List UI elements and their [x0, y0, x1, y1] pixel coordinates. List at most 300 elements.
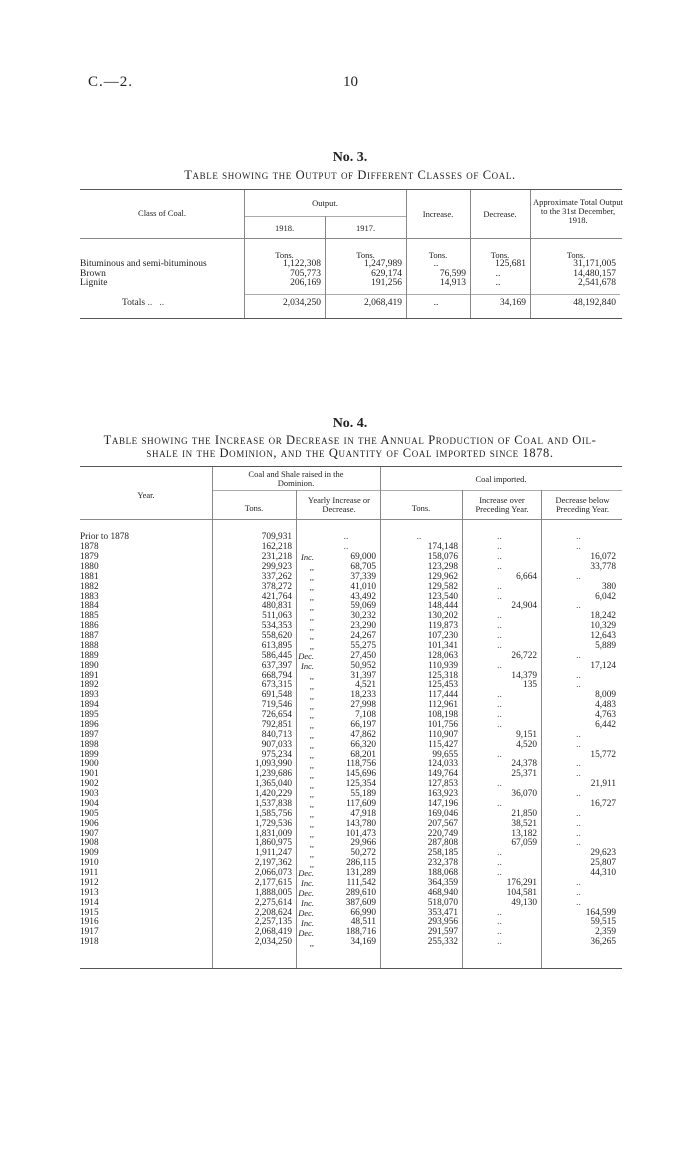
- t4-cell-year: 1879: [80, 552, 99, 563]
- t4-cell-year: 1878: [80, 542, 99, 553]
- table3-totals: [80, 299, 620, 309]
- t3-totals-1917: 2,068,419: [364, 298, 402, 308]
- t4-cell-tons: 1,888,005: [254, 887, 292, 898]
- t4-cell-imported: 129,582: [427, 581, 458, 592]
- t4-cell-tons: 534,353: [261, 621, 292, 632]
- t4-cell-tons: 558,620: [261, 631, 292, 642]
- t4-cell-year: 1914: [80, 897, 99, 908]
- t4-cell-mark: Inc.: [301, 917, 314, 928]
- t4-header-tons1: Tons.: [244, 503, 264, 513]
- t4-cell-dec-prev: ..: [576, 877, 581, 888]
- t4-cell-imported: 110,907: [428, 729, 458, 740]
- t4-cell-year: 1903: [80, 789, 99, 800]
- t3-cell-1918: 705,773: [290, 268, 321, 279]
- t4-cell-year: 1900: [80, 759, 99, 770]
- t4-cell-mark: Dec.: [298, 888, 314, 899]
- t4-cell-imported: 232,378: [427, 858, 458, 869]
- t4-cell-imported: 291,597: [427, 927, 458, 938]
- t4-cell-change: 18,233: [350, 690, 376, 701]
- t4-cell-imported: 117,444: [428, 690, 458, 701]
- t4-cell-mark: ,,: [309, 710, 314, 721]
- t4-cell-inc-prev: 135: [523, 680, 537, 691]
- t4-cell-change: ..: [343, 542, 349, 553]
- t4-cell-inc-prev: 4,520: [516, 739, 537, 750]
- t3-class-label: Brown: [80, 268, 106, 279]
- t4-cell-year: 1888: [80, 640, 99, 651]
- t4-cell-inc-prev: 21,850: [511, 808, 537, 819]
- table4-title-line2: shale in the Dominion, and the Quantity of Coal imported since 1878.: [146, 446, 554, 460]
- t4-cell-mark: Dec.: [298, 927, 314, 938]
- t4-cell-dec-prev: 164,599: [585, 907, 616, 918]
- t4-cell-change: 47,862: [350, 729, 376, 740]
- t4-cell-imported: 115,427: [428, 739, 458, 750]
- t4-cell-change: 23,290: [350, 621, 376, 632]
- t4-cell-dec-prev: ..: [576, 828, 581, 839]
- t4-cell-change: 143,780: [345, 818, 376, 829]
- t4-cell-imported: 124,033: [427, 759, 458, 770]
- t4-cell-mark: Inc.: [301, 898, 314, 909]
- t4-cell-mark: Dec.: [298, 907, 314, 918]
- t4-cell-inc-prev: ..: [497, 779, 502, 790]
- t4-cell-tons: 1,365,040: [254, 779, 292, 790]
- t3-header-class: Class of Coal.: [138, 208, 186, 218]
- t4-cell-change: 117,609: [346, 798, 376, 809]
- t4-cell-tons: 2,257,135: [254, 917, 292, 928]
- t4-cell-change: 24,267: [350, 631, 376, 642]
- t4-cell-tons: 726,654: [261, 710, 292, 721]
- t4-cell-inc-prev: ..: [497, 927, 502, 938]
- t4-row: [80, 582, 620, 592]
- t4-cell-change: 125,354: [345, 779, 376, 790]
- t4-cell-change: 31,397: [350, 670, 376, 681]
- t4-cell-year: 1905: [80, 808, 99, 819]
- t4-cell-change: 50,952: [350, 660, 376, 671]
- t4-cell-imported: 163,923: [427, 789, 458, 800]
- t4-cell-dec-prev: 18,242: [590, 611, 616, 622]
- t4-cell-inc-prev: ..: [497, 907, 502, 918]
- t4-cell-inc-prev: ..: [497, 937, 502, 948]
- t3-cell-decrease: 125,681: [495, 259, 526, 269]
- t3-cell-increase: 14,913: [439, 278, 466, 288]
- t4-cell-year: 1896: [80, 719, 99, 730]
- t4-cell-mark: ,,: [309, 611, 314, 622]
- t3-header-approx: Approximate Total Output to the 31st December, 1918.: [533, 197, 623, 225]
- t4-cell-dec-prev: ..: [576, 571, 581, 582]
- t4-cell-tons: 1,729,536: [254, 818, 292, 829]
- t4-cell-imported: 149,764: [427, 769, 458, 780]
- t3-cell-1917: 629,174: [371, 268, 402, 279]
- t4-cell-change: 68,705: [350, 561, 376, 572]
- t3-unit: Tons.: [490, 250, 510, 260]
- t4-cell-dec-prev: 16,072: [590, 552, 616, 563]
- t4-cell-mark: ,,: [309, 848, 314, 859]
- t4-row: [80, 810, 620, 820]
- t4-cell-mark: ,,: [309, 759, 314, 770]
- t4-row: [80, 731, 620, 741]
- t4-cell-dec-prev: ..: [576, 838, 581, 849]
- t4-cell-dec-prev: ..: [576, 789, 581, 800]
- t4-cell-tons: 1,860,975: [254, 838, 292, 849]
- t4-cell-mark: ,,: [309, 937, 314, 948]
- t4-cell-imported: 128,063: [427, 650, 458, 661]
- t4-cell-year: 1890: [80, 660, 99, 671]
- t3-header-1917: 1917.: [355, 223, 376, 233]
- t4-header-yearly: Yearly Increase or Decrease.: [308, 495, 370, 514]
- t4-cell-mark: ,,: [309, 740, 314, 751]
- t4-cell-inc-prev: 36,070: [511, 789, 537, 800]
- t4-cell-change: 145,696: [345, 769, 376, 780]
- t4-cell-change: 34,169: [350, 937, 376, 948]
- t4-cell-change: 27,450: [350, 650, 376, 661]
- t4-cell-year: 1885: [80, 611, 99, 622]
- t4-cell-imported: 174,148: [427, 542, 458, 553]
- t3-cell-increase: ..: [433, 259, 439, 269]
- t4-cell-change: 29,966: [350, 838, 376, 849]
- t4-cell-inc-prev: ..: [497, 591, 502, 602]
- t4-cell-imported: 101,756: [427, 719, 458, 730]
- t4-cell-year: 1904: [80, 798, 99, 809]
- t4-cell-year: 1884: [80, 601, 99, 612]
- t4-cell-mark: ,,: [309, 789, 314, 800]
- t4-cell-dec-prev: ..: [576, 729, 581, 740]
- t4-cell-tons: 840,713: [261, 729, 292, 740]
- t4-cell-change: 69,000: [350, 552, 376, 563]
- t4-cell-change: 48,511: [350, 917, 376, 928]
- t4-cell-inc-prev: 38,521: [511, 818, 537, 829]
- t3-cell-total: 14,480,157: [573, 268, 616, 279]
- t4-cell-imported: 129,962: [427, 571, 458, 582]
- t3-header-increase: Increase.: [422, 209, 454, 219]
- t4-cell-dec-prev: 33,778: [590, 561, 616, 572]
- t4-cell-imported: 220,749: [427, 828, 458, 839]
- t4-cell-change: 55,189: [350, 789, 376, 800]
- t4-cell-change: 50,272: [350, 848, 376, 859]
- t3-cell-decrease: ..: [495, 278, 501, 288]
- t4-cell-tons: 1,093,990: [254, 759, 292, 770]
- t4-cell-mark: ,,: [309, 838, 314, 849]
- t4-row: [80, 898, 620, 908]
- t4-cell-mark: ,,: [309, 641, 314, 652]
- t4-cell-change: 59,069: [350, 601, 376, 612]
- t4-cell-dec-prev: 25,807: [590, 858, 616, 869]
- t4-cell-dec-prev: 15,772: [590, 749, 616, 760]
- t4-cell-tons: 2,034,250: [254, 937, 292, 948]
- t4-cell-year: 1898: [80, 739, 99, 750]
- t4-cell-change: 68,201: [350, 749, 376, 760]
- t3-cell-total: 2,541,678: [578, 278, 616, 288]
- t4-cell-year: 1883: [80, 591, 99, 602]
- t4-cell-dec-prev: 8,009: [595, 690, 616, 701]
- t4-cell-change: 66,320: [350, 739, 376, 750]
- t4-row: [80, 701, 620, 711]
- t4-cell-imported: 258,185: [427, 848, 458, 859]
- t4-cell-mark: Inc.: [301, 661, 314, 672]
- t4-cell-change: 43,492: [350, 591, 376, 602]
- t4-cell-mark: ,,: [309, 819, 314, 830]
- t4-cell-mark: ,,: [309, 730, 314, 741]
- t4-cell-change: 289,610: [345, 887, 376, 898]
- t4-cell-inc-prev: ..: [497, 749, 502, 760]
- table3-number: No. 3.: [332, 150, 368, 165]
- t4-cell-inc-prev: ..: [497, 798, 502, 809]
- t4-cell-tons: 2,197,362: [254, 858, 292, 869]
- t4-cell-change: 27,998: [350, 700, 376, 711]
- t4-cell-year: 1893: [80, 690, 99, 701]
- t4-cell-tons: 2,275,614: [254, 897, 292, 908]
- t3-totals-inc: ..: [433, 298, 439, 308]
- t3-unit: Tons.: [428, 250, 448, 260]
- t4-cell-imported: 130,202: [427, 611, 458, 622]
- t4-header-group2: Coal imported.: [475, 474, 527, 484]
- t3-class-label: Bituminous and semi-bituminous: [80, 259, 207, 269]
- t4-cell-imported: 125,453: [427, 680, 458, 691]
- t4-cell-year: 1906: [80, 818, 99, 829]
- t4-cell-inc-prev: ..: [497, 581, 502, 592]
- t4-cell-year: 1910: [80, 858, 99, 869]
- t4-cell-tons: 1,911,247: [255, 848, 292, 859]
- t4-cell-tons: 2,208,624: [254, 907, 292, 918]
- t4-cell-dec-prev: ..: [576, 542, 581, 553]
- t3-cell-1917: 191,256: [371, 278, 402, 288]
- t4-cell-imported: 188,068: [427, 868, 458, 879]
- t4-cell-mark: ,,: [309, 670, 314, 681]
- t3-totals-total: 48,192,840: [573, 298, 616, 308]
- t4-cell-year: 1908: [80, 838, 99, 849]
- t4-row: [80, 889, 620, 899]
- t4-cell-mark: ,,: [309, 858, 314, 869]
- t4-cell-change: 66,197: [350, 719, 376, 730]
- t4-cell-change: 55,275: [350, 640, 376, 651]
- t3-cell-1917: 1,247,989: [364, 259, 402, 269]
- t4-cell-dec-prev: ..: [576, 670, 581, 681]
- t4-cell-mark: Dec.: [298, 651, 314, 662]
- t4-cell-dec-prev: ..: [576, 601, 581, 612]
- t4-cell-dec-prev: ..: [576, 680, 581, 691]
- t4-header-dec-prev: Decrease below Preceding Year.: [555, 495, 610, 514]
- t4-cell-change: 47,918: [350, 808, 376, 819]
- t4-cell-change: ..: [343, 532, 349, 543]
- t4-header-group1: Coal and Shale raised in the Dominion.: [248, 469, 344, 488]
- t4-cell-tons: 709,931: [261, 532, 292, 543]
- t4-cell-imported: 255,332: [427, 937, 458, 948]
- t4-cell-year: 1887: [80, 631, 99, 642]
- t3-cell-decrease: ..: [495, 268, 501, 279]
- t4-cell-mark: ,,: [309, 769, 314, 780]
- t4-cell-inc-prev: ..: [497, 660, 502, 671]
- t4-cell-year: 1899: [80, 749, 99, 760]
- t4-cell-dec-prev: ..: [576, 818, 581, 829]
- t4-cell-imported: 364,359: [427, 877, 458, 888]
- t4-cell-inc-prev: 14,379: [511, 670, 537, 681]
- t4-cell-dec-prev: 16,727: [590, 798, 616, 809]
- t4-cell-change: 131,289: [345, 868, 376, 879]
- t4-cell-year: 1907: [80, 828, 99, 839]
- t3-totals-dec: 34,169: [499, 298, 526, 308]
- t4-cell-change: 286,115: [346, 858, 376, 869]
- t4-cell-mark: ,,: [309, 749, 314, 760]
- t4-cell-dec-prev: 6,042: [595, 591, 616, 602]
- t4-cell-inc-prev: ..: [497, 710, 502, 721]
- t4-cell-imported: 148,444: [427, 601, 458, 612]
- t4-cell-year: 1912: [80, 877, 99, 888]
- t4-cell-tons: 480,831: [261, 601, 292, 612]
- t4-cell-year: 1917: [80, 927, 99, 938]
- t4-cell-dec-prev: 17,124: [590, 660, 616, 671]
- t4-cell-dec-prev: 29,623: [590, 848, 616, 859]
- t4-cell-inc-prev: ..: [497, 868, 502, 879]
- t4-row: [80, 740, 620, 750]
- t4-cell-tons: 907,033: [261, 739, 292, 750]
- t4-cell-dec-prev: ..: [576, 769, 581, 780]
- t4-cell-mark: ,,: [309, 572, 314, 583]
- t4-row: [80, 652, 620, 662]
- t4-cell-tons: 378,272: [261, 581, 292, 592]
- t4-cell-dec-prev: 12,643: [590, 631, 616, 642]
- t4-cell-imported: 125,318: [427, 670, 458, 681]
- t3-totals-1918: 2,034,250: [283, 298, 321, 308]
- t4-cell-inc-prev: ..: [497, 561, 502, 572]
- t4-cell-inc-prev: ..: [497, 700, 502, 711]
- t4-cell-imported: 127,853: [427, 779, 458, 790]
- t4-cell-mark: Dec.: [298, 868, 314, 879]
- t4-cell-imported: 169,046: [427, 808, 458, 819]
- t3-cell-increase: 76,599: [439, 268, 466, 279]
- t4-cell-imported: 468,940: [427, 887, 458, 898]
- t4-row: [80, 533, 620, 543]
- t4-cell-imported: 107,230: [427, 631, 458, 642]
- t4-row: [80, 573, 620, 583]
- t4-cell-inc-prev: ..: [497, 542, 502, 553]
- t4-cell-dec-prev: ..: [576, 808, 581, 819]
- t4-cell-inc-prev: ..: [497, 858, 502, 869]
- t4-cell-imported: 293,956: [427, 917, 458, 928]
- t4-cell-inc-prev: 176,291: [506, 877, 537, 888]
- t4-cell-mark: ,,: [309, 700, 314, 711]
- t4-cell-inc-prev: 13,182: [511, 828, 537, 839]
- t4-cell-inc-prev: ..: [497, 631, 502, 642]
- t4-cell-tons: 2,068,419: [254, 927, 292, 938]
- t4-cell-mark: [296, 533, 316, 543]
- t4-cell-imported: 353,471: [427, 907, 458, 918]
- t4-cell-inc-prev: ..: [497, 848, 502, 859]
- t3-cell-1918: 1,122,308: [283, 259, 321, 269]
- t4-cell-inc-prev: ..: [497, 532, 502, 543]
- t4-row: [80, 938, 620, 948]
- t4-cell-year: 1902: [80, 779, 99, 790]
- t4-cell-year: 1895: [80, 710, 99, 721]
- t4-cell-tons: 637,397: [261, 660, 292, 671]
- t4-cell-change: 188,716: [345, 927, 376, 938]
- t4-cell-tons: 613,895: [261, 640, 292, 651]
- t4-cell-inc-prev: ..: [497, 552, 502, 563]
- t4-cell-tons: 1,420,229: [254, 789, 292, 800]
- t4-cell-tons: 668,794: [261, 670, 292, 681]
- t4-cell-inc-prev: 49,130: [511, 897, 537, 908]
- t4-cell-imported: 147,196: [427, 798, 458, 809]
- t4-cell-year: 1911: [80, 868, 99, 879]
- t4-cell-mark: [296, 543, 316, 553]
- t4-cell-year: 1892: [80, 680, 99, 691]
- t3-header-decrease: Decrease.: [483, 209, 517, 219]
- t4-cell-year: Prior to 1878: [80, 532, 130, 543]
- t4-cell-year: 1918: [80, 937, 99, 948]
- t4-cell-dec-prev: 4,763: [595, 710, 616, 721]
- t4-cell-dec-prev: 36,265: [590, 937, 616, 948]
- t4-cell-year: 1881: [80, 571, 99, 582]
- t4-cell-tons: 1,585,756: [254, 808, 292, 819]
- t4-cell-inc-prev: ..: [497, 640, 502, 651]
- t4-cell-change: 118,756: [346, 759, 376, 770]
- t4-cell-inc-prev: ..: [497, 621, 502, 632]
- t4-cell-tons: 162,218: [261, 542, 292, 553]
- page-number: 10: [343, 74, 358, 90]
- t4-cell-change: 4,521: [355, 680, 376, 691]
- t4-cell-change: 101,473: [345, 828, 376, 839]
- t4-cell-imported: 110,939: [428, 660, 458, 671]
- t4-cell-imported: 112,961: [428, 700, 458, 711]
- t4-cell-mark: ,,: [309, 631, 314, 642]
- t4-cell-imported: 518,070: [427, 897, 458, 908]
- t4-cell-change: 37,339: [350, 571, 376, 582]
- t4-cell-change: 111,542: [346, 877, 376, 888]
- t4-cell-tons: 975,234: [261, 749, 292, 760]
- t4-cell-change: 7,108: [355, 710, 376, 721]
- t3-row: [80, 279, 620, 289]
- t3-totals-row: Totals .. .. 2,034,250 2,068,419 .. 34,169 48,192,840: [80, 299, 620, 309]
- table4-body: [80, 533, 620, 948]
- t4-cell-dec-prev: 6,442: [595, 719, 616, 730]
- t4-cell-imported: ..: [416, 532, 422, 543]
- t4-cell-imported: 108,198: [427, 710, 458, 721]
- t4-cell-inc-prev: 25,371: [511, 769, 537, 780]
- t4-cell-change: 66,990: [350, 907, 376, 918]
- t4-cell-dec-prev: 5,889: [595, 640, 616, 651]
- t4-cell-mark: Inc.: [301, 552, 314, 563]
- t4-header-year: Year.: [137, 490, 155, 500]
- t4-cell-imported: 101,341: [427, 640, 458, 651]
- t4-row: [80, 671, 620, 681]
- t4-header-tons2: Tons.: [411, 503, 431, 513]
- t3-totals-label: Totals: [122, 298, 146, 308]
- t4-cell-year: 1891: [80, 670, 99, 681]
- t4-cell-mark: Inc.: [301, 878, 314, 889]
- t4-cell-imported: 158,076: [427, 552, 458, 563]
- t4-cell-imported: 207,567: [427, 818, 458, 829]
- t4-cell-inc-prev: ..: [497, 719, 502, 730]
- t4-cell-mark: ,,: [309, 690, 314, 701]
- t4-cell-dec-prev: 380: [602, 581, 616, 592]
- t4-cell-mark: ,,: [309, 799, 314, 810]
- t4-cell-dec-prev: ..: [576, 887, 581, 898]
- t4-cell-year: 1882: [80, 581, 99, 592]
- t3-unit: Tons.: [356, 250, 375, 260]
- t4-cell-mark: ,,: [309, 720, 314, 731]
- t4-cell-dec-prev: ..: [576, 739, 581, 750]
- t4-cell-change: 41,010: [350, 581, 376, 592]
- table3-body: [80, 260, 620, 289]
- t4-cell-tons: 691,548: [261, 690, 292, 701]
- t4-cell-tons: 511,063: [262, 611, 292, 622]
- t4-cell-imported: 287,808: [427, 838, 458, 849]
- t3-row: [80, 260, 620, 270]
- t4-cell-tons: 792,851: [261, 719, 292, 730]
- t4-cell-mark: ,,: [309, 828, 314, 839]
- t4-cell-inc-prev: 6,664: [516, 571, 537, 582]
- document-reference: C.—2.: [88, 74, 134, 90]
- t3-header-output: Output.: [312, 198, 338, 208]
- t4-cell-tons: 337,262: [261, 571, 292, 582]
- t4-cell-imported: 123,298: [427, 561, 458, 572]
